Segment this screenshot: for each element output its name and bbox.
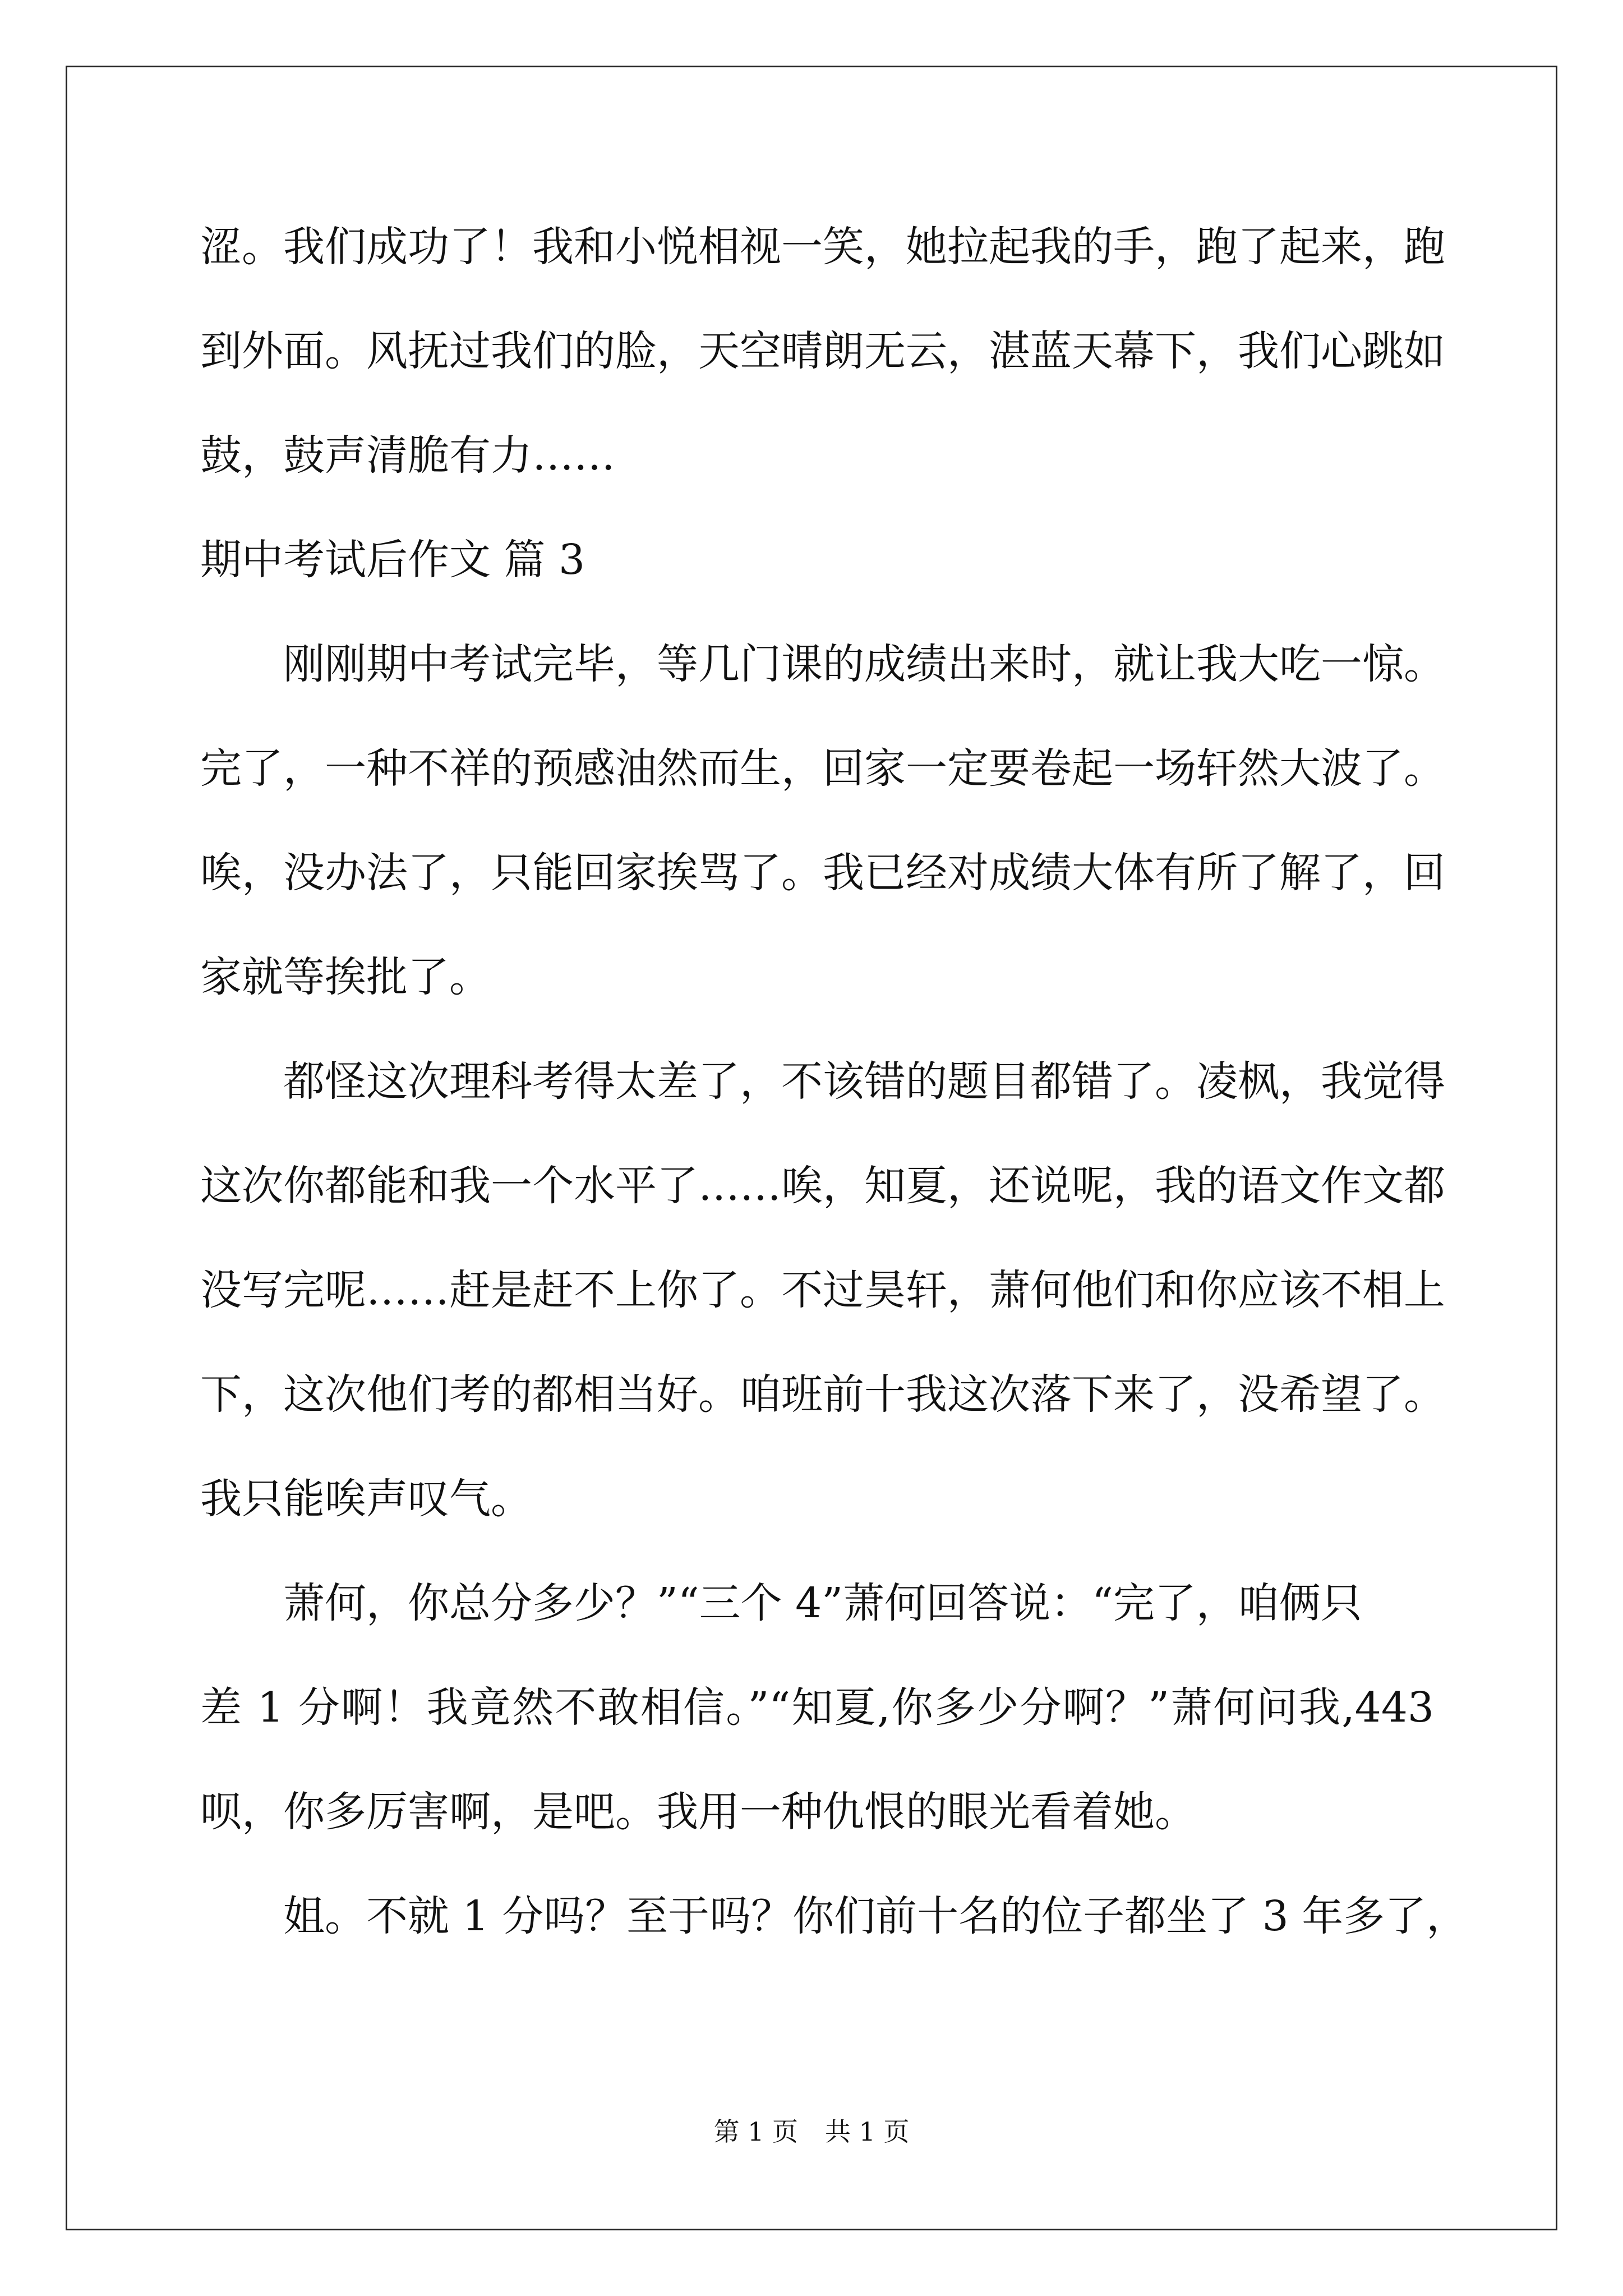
text-line: 唉，没办法了，只能回家挨骂了。我已经对成绩大体有所了解了，回	[200, 849, 1445, 897]
page-footer	[0, 2115, 1623, 2148]
text-line: 都怪这次理科考得太差了，不该错的题目都错了。凌枫，我觉得	[283, 1057, 1445, 1106]
text-line: 鼓，鼓声清脆有力……	[200, 431, 615, 480]
text-line: 到外面。风抚过我们的脸，天空晴朗无云，湛蓝天幕下，我们心跳如	[200, 327, 1445, 375]
text-line: 姐。不就 1 分吗？至于吗？你们前十名的位子都坐了 3 年多了，	[283, 1892, 1468, 1940]
text-line: 没写完呢……赶是赶不上你了。不过昊轩，萧何他们和你应该不相上	[200, 1266, 1445, 1314]
text-line: 下，这次他们考的都相当好。咱班前十我这次落下来了，没希望了。	[200, 1370, 1445, 1419]
text-line: 呗，你多厉害啊，是吧。我用一种仇恨的眼光看着她。	[200, 1788, 1196, 1836]
text-line: 差 1 分啊！我竟然不敢相信。”“知夏,你多少分啊？”萧何问我,443	[200, 1683, 1434, 1732]
page-total: 共 1 页	[825, 2116, 910, 2147]
section-heading: 期中考试后作文 篇 3	[200, 536, 585, 584]
text-line: 这次你都能和我一个水平了……唉，知夏，还说呢，我的语文作文都	[200, 1162, 1445, 1210]
page-number: 第 1 页	[713, 2116, 798, 2147]
text-line: 完了，一种不祥的预感油然而生，回家一定要卷起一场轩然大波了。	[200, 744, 1445, 793]
text-line: 刚刚期中考试完毕，等几门课的成绩出来时，就让我大吃一惊。	[283, 640, 1445, 688]
text-line: 萧何，你总分多少？”“三个 4”萧何回答说：“完了，咱俩只	[283, 1579, 1362, 1627]
text-line: 我只能唉声叹气。	[200, 1475, 532, 1523]
text-line: 家就等挨批了。	[200, 953, 491, 1001]
text-line: 涩。我们成功了！我和小悦相视一笑，她拉起我的手，跑了起来，跑	[200, 223, 1445, 271]
